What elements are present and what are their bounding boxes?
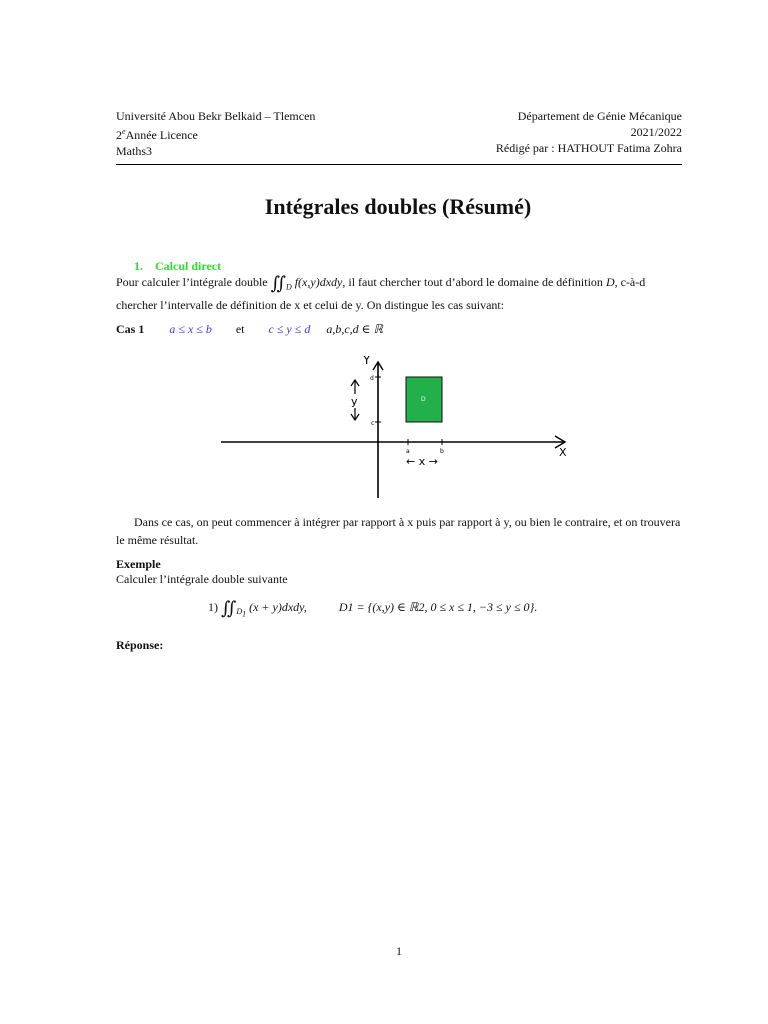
page-number: 1	[396, 944, 402, 958]
header-right	[496, 108, 682, 156]
intro-domain: D	[605, 275, 615, 289]
intro-before: Pour calculer l’intégrale double	[116, 275, 268, 289]
tick-label-d: d	[370, 375, 374, 382]
header-university: Université Abou Bekr Belkaid – Tlemcen	[116, 109, 316, 123]
double-integral-symbol: ∬	[270, 273, 286, 293]
intro-line2: , c-à-d chercher l’intervalle de définition de x et celui de y. On distingue les cas suivant:	[116, 275, 646, 313]
region-label: D	[421, 396, 426, 403]
intro-paragraph	[116, 273, 682, 314]
header-left	[116, 108, 315, 159]
case-1-label: Cas 1	[116, 322, 145, 336]
tick-label-c: c	[371, 420, 375, 427]
x-interval-label: ← x →	[406, 455, 438, 468]
answer-label: Réponse:	[116, 638, 164, 652]
section-number: 1.	[134, 259, 143, 273]
case-1	[116, 322, 383, 337]
tick-label-b: b	[440, 448, 444, 455]
case-1-cond-y: c ≤ y ≤ d	[268, 322, 311, 336]
example-integrand: (x + y)dxdy,	[249, 600, 307, 614]
header-year: 2eAnnée Licence	[116, 127, 198, 142]
example-equation: 1) $∬_{D_1}$ (x + y)dxdy, D1 = {(x,y) ∈ ℝ2, 0 ≤ x ≤ 1, −3 ≤ y ≤ 0}.	[208, 598, 538, 619]
example-item: 1)	[208, 600, 218, 614]
case-1-params: a,b,c,d ∈ ℝ	[326, 322, 384, 336]
header-rule	[116, 164, 682, 165]
y-axis-label: Y	[363, 356, 371, 367]
y-interval-label: y	[351, 395, 358, 408]
example-domain: D1 = {(x,y) ∈ ℝ2, 0 ≤ x ≤ 1, −3 ≤ y ≤ 0}.	[338, 600, 538, 614]
section-heading	[134, 259, 221, 274]
header-department: Département de Génie Mécanique	[517, 109, 682, 123]
section-title: Calcul direct	[155, 259, 222, 273]
example-text: Calculer l’intégrale double suivante	[116, 572, 288, 586]
integral-domain-sub: D	[285, 282, 292, 292]
intro-after: , il faut chercher tout d’abord le domaine de définition	[342, 275, 603, 289]
domain-figure	[203, 356, 593, 502]
x-axis-label: X	[559, 446, 567, 459]
header-course: Maths3	[116, 144, 152, 158]
header-year-text: Année Licence	[125, 128, 198, 142]
example-heading: Exemple	[116, 557, 161, 571]
header-academic-year: 2021/2022	[630, 125, 682, 139]
page-title: Intégrales doubles (Résumé)	[264, 194, 532, 219]
case-1-et: et	[235, 322, 245, 336]
paragraph-2: Dans ce cas, on peut commencer à intégrer par rapport à x puis par rapport à y, ou bien le contraire, et on trouvera le même résultat.	[116, 515, 681, 547]
example-integral-symbol: ∬	[221, 598, 237, 618]
tick-label-a: a	[406, 448, 410, 455]
case-1-cond-x: a ≤ x ≤ b	[169, 322, 212, 336]
header-author: Rédigé par : HATHOUT Fatima Zohra	[495, 141, 682, 155]
intro-integrand: f(x,y)dxdy	[294, 275, 343, 289]
